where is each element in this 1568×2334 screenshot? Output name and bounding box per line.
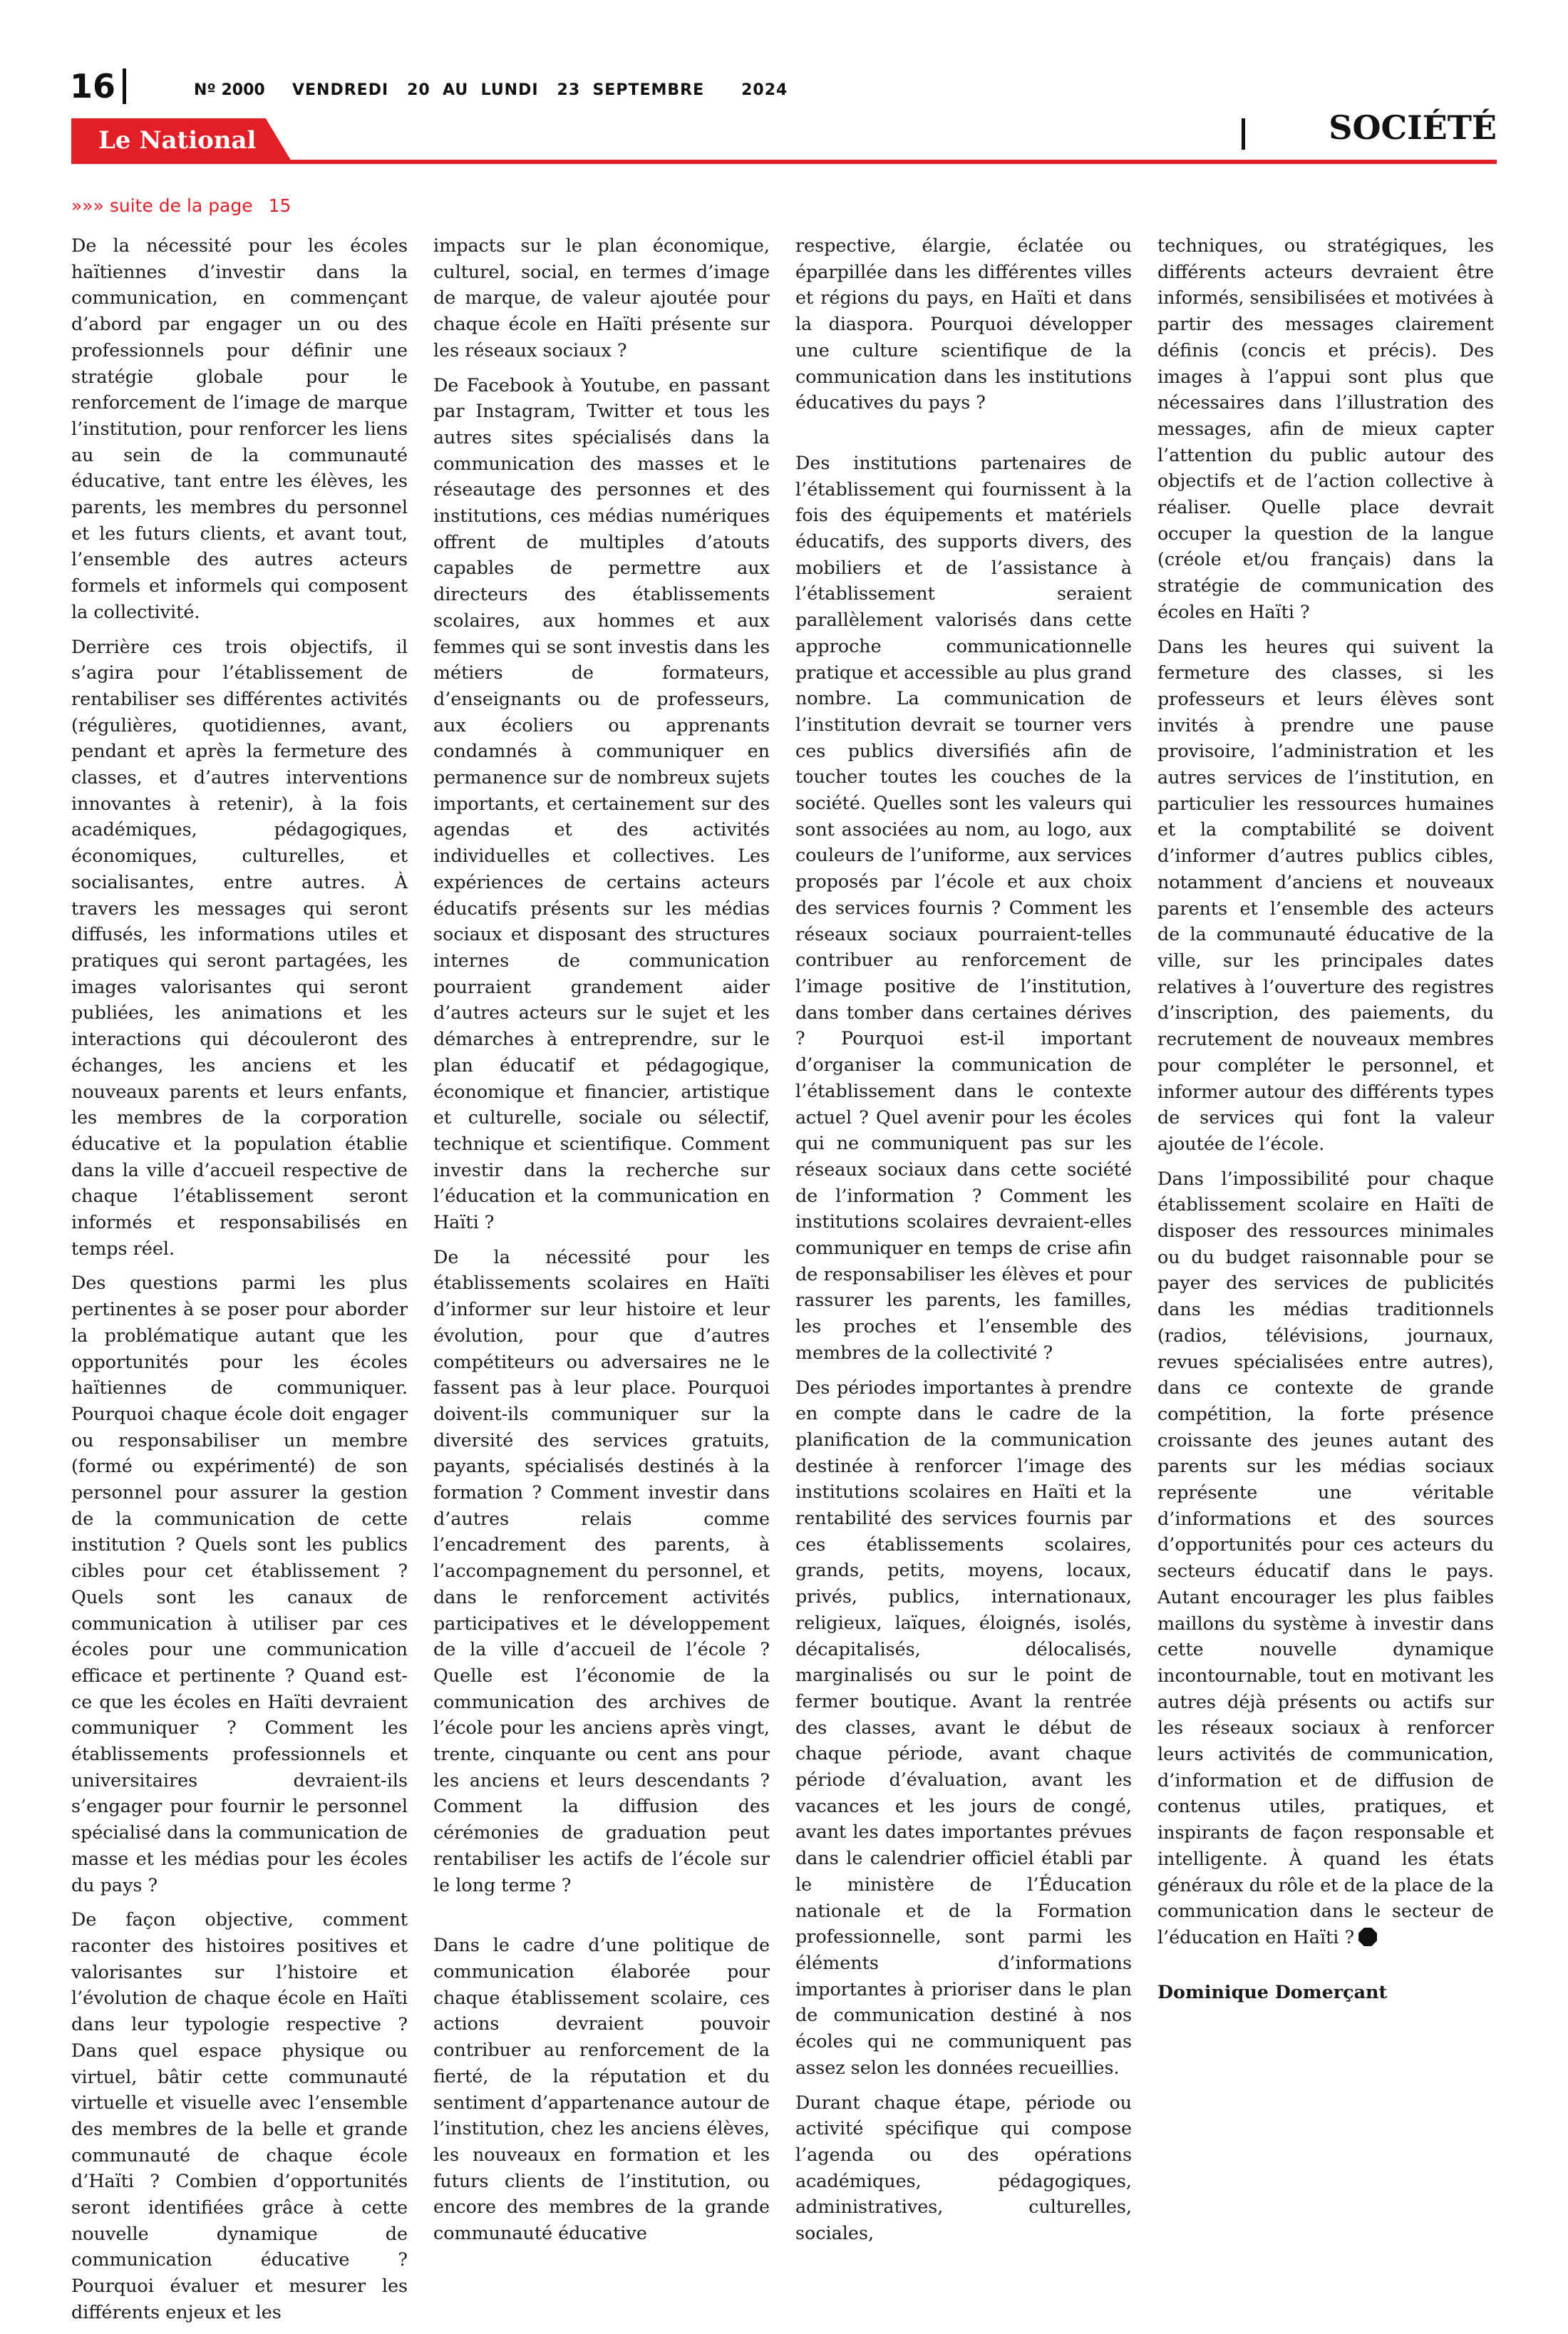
article-column-3 — [795, 232, 1132, 2255]
paragraph: Dans le cadre d’une politique de communication élaborée pour chaque établissement scolaire, ces actions devraient pouvoir contribuer au renforcement de la fierté, de la réputation et du sentiment d’appartenance autour de l’institution, chez les anciens élèves, les nouveaux en formation et les futurs clients de l’institution, ou encore des membres de la grande communauté éducative — [433, 1934, 770, 2244]
page-number-divider — [123, 68, 126, 104]
end-of-article-icon — [1358, 1928, 1377, 1946]
section-divider — [1242, 118, 1245, 150]
paragraph: respective, élargie, éclatée ou éparpillée dans les différentes villes et régions du pays, en Haïti et dans la diaspora. Pourquoi développer une culture scientifique de la communication dans les institutions éducatives du pays ? — [795, 235, 1132, 413]
section-title: SOCIÉTÉ — [1329, 108, 1497, 147]
paragraph: De Facebook à Youtube, en passant par Instagram, Twitter et tous les autres sites spécialisés dans la communication des masses et le réseautage des personnes et des institutions, ces médias numériques offrent de multiples d’atouts capables de permettre aux directeurs des établissements scolaires, aux hommes et aux femmes qui se sont investis dans les métiers de formateurs, d’enseignants ou de professeurs, aux écoliers ou apprenants condamnés à communiquer en permanence sur de nombreux sujets importants, et certainement sur des agendas et des activités individuelles et collectives. Les expériences de certains acteurs éducatifs présents sur les médias sociaux et disposant des structures internes de communication pourraient grandement aider d’autres acteurs sur le sujet et les démarches à entreprendre, sur le plan éducatif et pédagogique, économique et financier, artistique et culturelle, sociale ou sélectif, technique et scientifique. Comment investir dans la recherche sur l’éducation et la communication en Haïti ? — [433, 374, 770, 1233]
paragraph: Des institutions partenaires de l’établissement qui fournissent à la fois des équipements et matériels éducatifs, des supports divers, des mobiliers et de l’assistance à l’établissement seraient parallèlement valorisés dans cette approche communicationnelle pratique et accessible au plus grand nombre. La communication de l’institution devrait se tourner vers ces publics diversifiés afin de toucher toutes les couches de la société. Quelles sont les valeurs qui sont associées au nom, au logo, aux couleurs de l’uniforme, aux services proposés par l’école et aux choix des services fournis ? Comment les réseaux sociaux pourraient-telles contribuer au renforcement de l’image positive de l’institution, dans tomber dans certaines dérives ? Pourquoi est-il important d’organiser la communication de l’établissement dans le contexte actuel ? Quel avenir pour les écoles qui ne communiquent pas sur les réseaux sociaux dans cette société de l’information ? Comment les institutions scolaires devraient-elles communiquer en temps de crise afin de responsabiliser les élèves et pour rassurer les parents, les familles, les proches et l’ensemble des membres de la collectivité ? — [795, 451, 1132, 1363]
paragraph: impacts sur le plan économique, culturel, social, en termes d’image de marque, de valeur ajoutée pour chaque école en Haïti présente sur les réseaux sociaux ? — [433, 235, 770, 361]
continued-from — [71, 195, 291, 216]
article-column-1 — [71, 232, 408, 2334]
issue-date: VENDREDI 20 AU LUNDI 23 SEPTEMBRE 2024 — [292, 81, 788, 99]
paragraph: Des questions parmi les plus pertinentes à se poser pour aborder la problématique autant que les opportunités pour les écoles haïtiennes de communiquer. Pourquoi chaque école doit engager ou responsabiliser un membre (formé ou expérimenté) de son personnel pour assurer la gestion de la communication de cette institution ? Quels sont les publics cibles pour cet établissement ? Quels sont les canaux de communication à utiliser par ces écoles pour une communication efficace et pertinente ? Quand est-ce que les écoles en Haïti devraient communiquer ? Comment les établissements professionnels et universitaires devraient-ils s’engager pour fournir le personnel spécialisé dans la communication de masse et les médias pour les écoles du pays ? — [71, 1272, 408, 1896]
issue-number: Nº 2000 — [194, 81, 265, 99]
paragraph: Derrière ces trois objectifs, il s’agira pour l’établissement de rentabiliser ses différentes activités (régulières, quotidiennes, avant, pendant et après la fermeture des classes, et d’autres interventions innovantes à retenir), à la fois académiques, pédagogiques, économiques, culturelles, et socialisantes, entre autres. À travers les messages qui seront diffusés, les informations utiles et pratiques qui seront partagées, les images valorisantes qui seront publiées, les animations et les interactions qui découleront des échanges, les anciens et les nouveaux parents et leurs enfants, les membres de la corporation éducative et la population établie dans la ville d’accueil respective de chaque l’établissement seront informés et responsabilisés en temps réel. — [71, 635, 408, 1259]
paragraph: Dans les heures qui suivent la fermeture des classes, si les professeurs et leurs élèves sont invités à prendre une pause provisoire, l’administration et les autres services de l’institution, en particulier les ressources humaines et la comptabilité se doivent d’informer d’autres publics cibles, notamment d’anciens et nouveaux parents et l’ensemble des acteurs de la communauté éducative de la ville, sur les principales dates relatives à l’ouverture des registres d’inscription, des paiements, du recrutement de nouveaux membres pour compléter le personnel, et informer autour des différents types de services qui font la valeur ajoutée de l’école. — [1157, 635, 1494, 1154]
paragraph: Des périodes importantes à prendre en compte dans le cadre de la planification de la communication destinée à renforcer l’image des institutions scolaires en Haïti et la rentabilité des services fournis par ces établissements scolaires, grands, petits, moyens, locaux, privés, publics, internationaux, religieux, laïques, éloignés, isolés, décapitalisés, délocalisés, marginalisés ou sur le point de fermer boutique. Avant la rentrée des classes, avant le début de chaque période, avant chaque période d’évaluation, avant les vacances et les jours de congé, avant les dates importantes prévues dans le calendrier officiel établi par le ministère de l’Éducation nationale et de la Formation professionnelle, sont parmi les éléments d’informations importantes à prioriser dans le plan de communication destiné à nos écoles qui ne communiquent pas assez selon les données recueillies. — [795, 1376, 1132, 2078]
brand-name: Le National — [98, 126, 257, 155]
paragraph: De la nécessité pour les établissements scolaires en Haïti d’informer sur leur histoire et leur évolution, pour que d’autres compétiteurs ou adversaires ne le fassent pas à leur place. Pourquoi doivent-ils communiquer sur la diversité des services gratuits, payants, spécialisés destinés à la formation ? Comment investir dans d’autres relais comme l’encadrement des parents, à l’accompagnement du personnel, et dans le renforcement activités participatives et le développement de la ville d’accueil de l’école ? Quelle est l’économie de la communication des archives de l’école pour les anciens après vingt, trente, cinquante ou cent ans pour les anciens et leurs descendants ? Comment la diffusion des cérémonies de graduation peut rentabiliser les actifs de l’école sur le long terme ? — [433, 1245, 770, 1896]
header-rule — [71, 160, 1497, 164]
continued-page: 15 — [268, 195, 292, 216]
paragraph-text: Dans l’impossibilité pour chaque établissement scolaire en Haïti de disposer des ressources minimales ou du budget raisonnable pour se payer des services de publicités dans les médias traditionnels (radios, télévisions, journaux, revues spécialisées entre autres), dans ce contexte de grande compétition, la forte présence croissante des jeunes autant des parents sur les médias sociaux représente une véritable d’informations et des sources d’opportunités pour ces acteurs du secteurs éducatif dans le pays. Autant encourager les plus faibles maillons du système à investir dans cette nouvelle dynamique incontournable, tout en motivant les autres déjà présents ou actifs sur les réseaux sociaux à renforcer leurs activités de communication, d’information et de diffusion de contenus utiles, pratiques, et inspirants de façon responsable et intelligente. À quand les états généraux du rôle et de la place de la communication dans le secteur de l’éducation en Haïti ? — [1157, 1167, 1494, 1948]
paragraph-gap — [433, 1906, 770, 1932]
article-author: Dominique Domerçant — [1157, 1980, 1388, 2003]
article-column-2 — [433, 232, 770, 2255]
page-number: 16 — [70, 67, 116, 106]
paragraph — [1157, 1166, 1494, 1950]
paragraph: De façon objective, comment raconter des histoires positives et valorisantes sur l’histoire et l’évolution de chaque école en Haïti dans leur typologie respective ? Dans quel espace physique ou virtuel, bâtir cette communauté virtuelle et visuelle avec l’ensemble des membres de la belle et grande communauté de chaque école d’Haïti ? Combien d’opportunités seront identifiées grâce à cette nouvelle dynamique de communication éducative ? Pourquoi évaluer et mesurer les différents enjeux et les — [71, 1908, 408, 2323]
paragraph: De la nécessité pour les écoles haïtiennes d’investir dans la communication, en commençant d’abord par engager un ou des professionnels pour définir une stratégie globale pour le renforcement de l’image de marque l’institution, pour renforcer les liens au sein de la communauté éducative, tant entre les élèves, les parents, les membres du personnel et les futurs clients, et avant tout, l’ensemble des autres acteurs formels et informels qui composent la collectivité. — [71, 235, 408, 622]
continued-label: »»» suite de la page — [71, 195, 253, 216]
paragraph: Durant chaque étape, période ou activité spécifique qui compose l’agenda ou des opérations académiques, pédagogiques, administratives, culturelles, sociales, — [795, 2091, 1132, 2244]
article-column-4 — [1157, 232, 1494, 2013]
paragraph: techniques, ou stratégiques, les différents acteurs devraient être informés, sensibilisées et motivées à partir des messages clairement définis (concis et précis). Des images à l’appui sont plus que nécessaires dans l’illustration des messages, afin de mieux capter l’attention du public autour des objectifs et de l’action collective à réaliser. Quelle place devrait occuper la question de la langue (créole et/ou français) dans la stratégie de communication des écoles en Haïti ? — [1157, 235, 1494, 622]
paragraph-gap — [795, 424, 1132, 450]
